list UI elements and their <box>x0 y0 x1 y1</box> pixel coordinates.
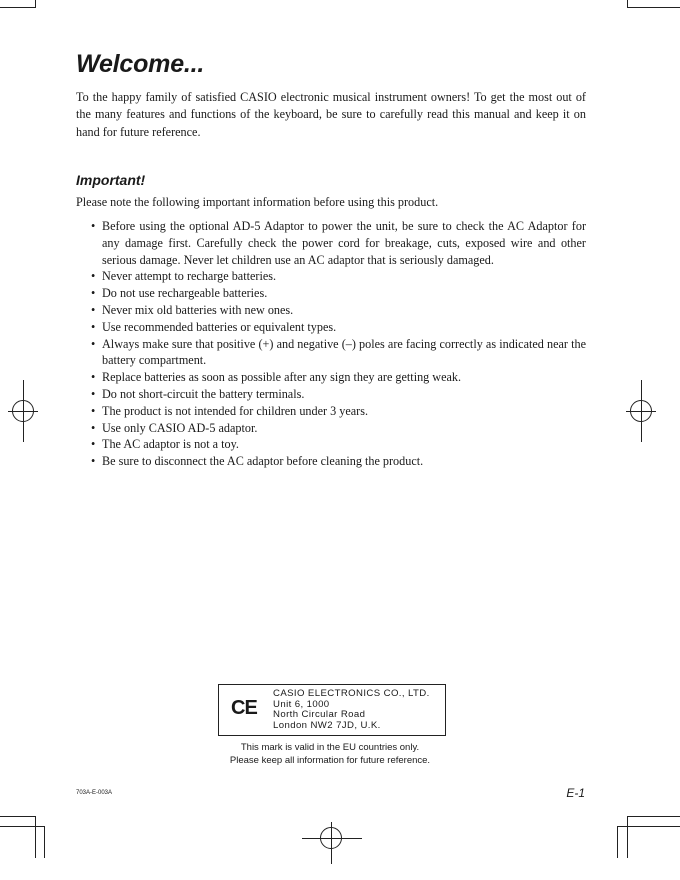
list-item: • Never mix old batteries with new ones. <box>91 302 294 317</box>
important-heading: Important! <box>76 172 146 188</box>
list-item: • The product is not intended for children under 3 years. <box>91 403 369 418</box>
bullet-icon: • <box>91 269 96 284</box>
bullet-icon: • <box>91 403 96 418</box>
bullet-icon: • <box>91 437 96 452</box>
intro-paragraph: To the happy family of satisfied CASIO electronic musical instrument owners! To get the most out of the many features and functions of the keyboard, be sure to carefully read this manual and keep it on hand for future reference. <box>76 90 586 139</box>
bullet-icon: • <box>91 420 96 435</box>
bullet-icon: • <box>91 219 96 233</box>
eu-mark-note: This mark is valid in the EU countries only. Please keep all information for future reference. <box>229 742 431 766</box>
bullet-icon: • <box>91 454 96 469</box>
bullet-icon: • <box>91 336 96 351</box>
list-item: • Use recommended batteries or equivalent types. <box>91 319 337 334</box>
address-line: London NW2 7JD, U.K. <box>273 719 381 731</box>
list-item: • Be sure to disconnect the AC adaptor before cleaning the product. <box>91 454 424 469</box>
bullet-icon: • <box>91 319 96 334</box>
list-item: • The AC adaptor is not a toy. <box>91 437 239 452</box>
important-note: Please note the following important information before using this product. <box>76 195 439 209</box>
list-item: • Do not short-circuit the battery terminals. <box>91 386 305 401</box>
bullet-icon: • <box>91 302 96 317</box>
page-title: Welcome... <box>76 50 205 78</box>
page-number: E-1 <box>566 786 585 800</box>
address-line: North Circular Road <box>273 709 366 721</box>
bullet-icon: • <box>91 386 96 401</box>
company-address <box>273 689 430 731</box>
ce-mark-icon: CE <box>231 697 257 719</box>
list-item: • Use only CASIO AD-5 adaptor. <box>91 420 258 435</box>
bullet-icon: • <box>91 286 96 301</box>
list-item: • Before using the optional AD-5 Adaptor to power the unit, be sure to check the AC Adaptor for any damage first. Carefully check the power cord for breakage, cuts, exposed wire and other serious damage. Never let children use an AC adaptor that is seriously damaged. <box>91 219 586 267</box>
list-item: • Always make sure that positive (+) and negative (–) poles are facing correctly as indicated near the battery compartment. <box>91 336 586 368</box>
document-code: 703A-E-003A <box>76 790 113 796</box>
bullet-icon: • <box>91 370 96 385</box>
list-item: • Never attempt to recharge batteries. <box>91 269 277 284</box>
important-list <box>91 218 586 470</box>
list-item: • Do not use rechargeable batteries. <box>91 286 268 301</box>
ce-declaration-box <box>218 684 446 736</box>
address-line: Unit 6, 1000 <box>273 698 330 710</box>
company-name: CASIO ELECTRONICS CO., LTD. <box>273 688 430 699</box>
list-item: • Replace batteries as soon as possible after any sign they are getting weak. <box>91 370 462 385</box>
